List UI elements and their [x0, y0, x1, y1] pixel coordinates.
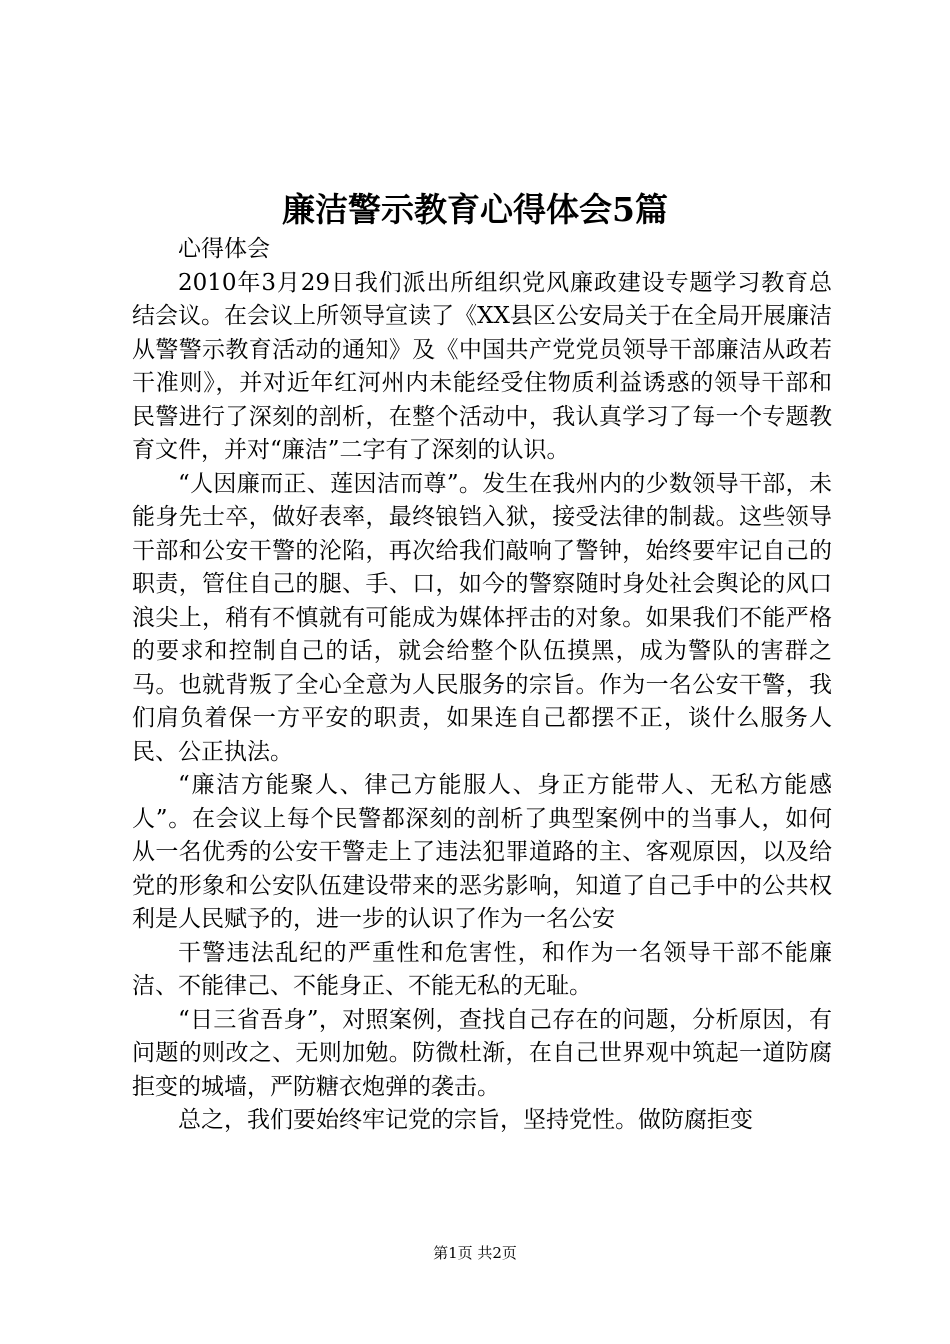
paragraph: 总之，我们要始终牢记党的宗旨，坚持党性。做防腐拒变 [178, 1107, 753, 1133]
document-title: 廉洁警示教育心得体会5篇 [282, 190, 668, 229]
document-body [132, 233, 832, 1138]
paragraph: “人因廉而正、莲因洁而尊”。发生在我州内的少数领导干部，未能身先士卒，做好表率，最终锒铛入狱，接受法律的制裁。这些领导干部和公安干警的沦陷，再次给我们敲响了警钟，始终要牢记自己的职责，管住自己的腿、手、口，如今的警察随时身处社会舆论的风口浪尖上，稍有不慎就有可能成为媒体抨击的对象。如果我们不能严格的要求和控制自己的话，就会给整个队伍摸黑，成为警队的害群之马。也就背叛了全心全意为人民服务的宗旨。作为一名公安干警，我们肩负着保一方平安的职责，如果连自己都摆不正，谈什么服务人民、公正执法。 [132, 470, 832, 765]
paragraph: 2010年3月29日我们派出所组织党风廉政建设专题学习教育总结会议。在会议上所领导宣读了《XX县区公安局关于在全局开展廉洁从警警示教育活动的通知》及《中国共产党党员领导干部廉洁从政若干准则》，并对近年红河州内未能经受住物质利益诱惑的领导干部和民警进行了深刻的剖析，在整个活动中，我认真学习了每一个专题教育文件，并对“廉洁”二字有了深刻的认识。 [132, 269, 832, 463]
page-footer: 第1页 共2页 [433, 1244, 517, 1262]
paragraph: “日三省吾身”，对照案例，查找自己存在的问题，分析原因，有问题的则改之、无则加勉。防微杜渐，在自己世界观中筑起一道防腐拒变的城墙，严防糖衣炮弹的袭击。 [132, 1006, 832, 1100]
paragraph-subheading: 心得体会 [178, 236, 270, 262]
paragraph: 干警违法乱纪的严重性和危害性，和作为一名领导干部不能廉洁、不能律己、不能身正、不能无私的无耻。 [132, 939, 832, 999]
paragraph: “廉洁方能聚人、律己方能服人、身正方能带人、无私方能感人”。在会议上每个民警都深刻的剖析了典型案例中的当事人，如何从一名优秀的公安干警走上了违法犯罪道路的主、客观原因，以及给党的形象和公安队伍建设带来的恶劣影响，知道了自己手中的公共权利是人民赋予的，进一步的认识了作为一名公安 [132, 772, 832, 932]
